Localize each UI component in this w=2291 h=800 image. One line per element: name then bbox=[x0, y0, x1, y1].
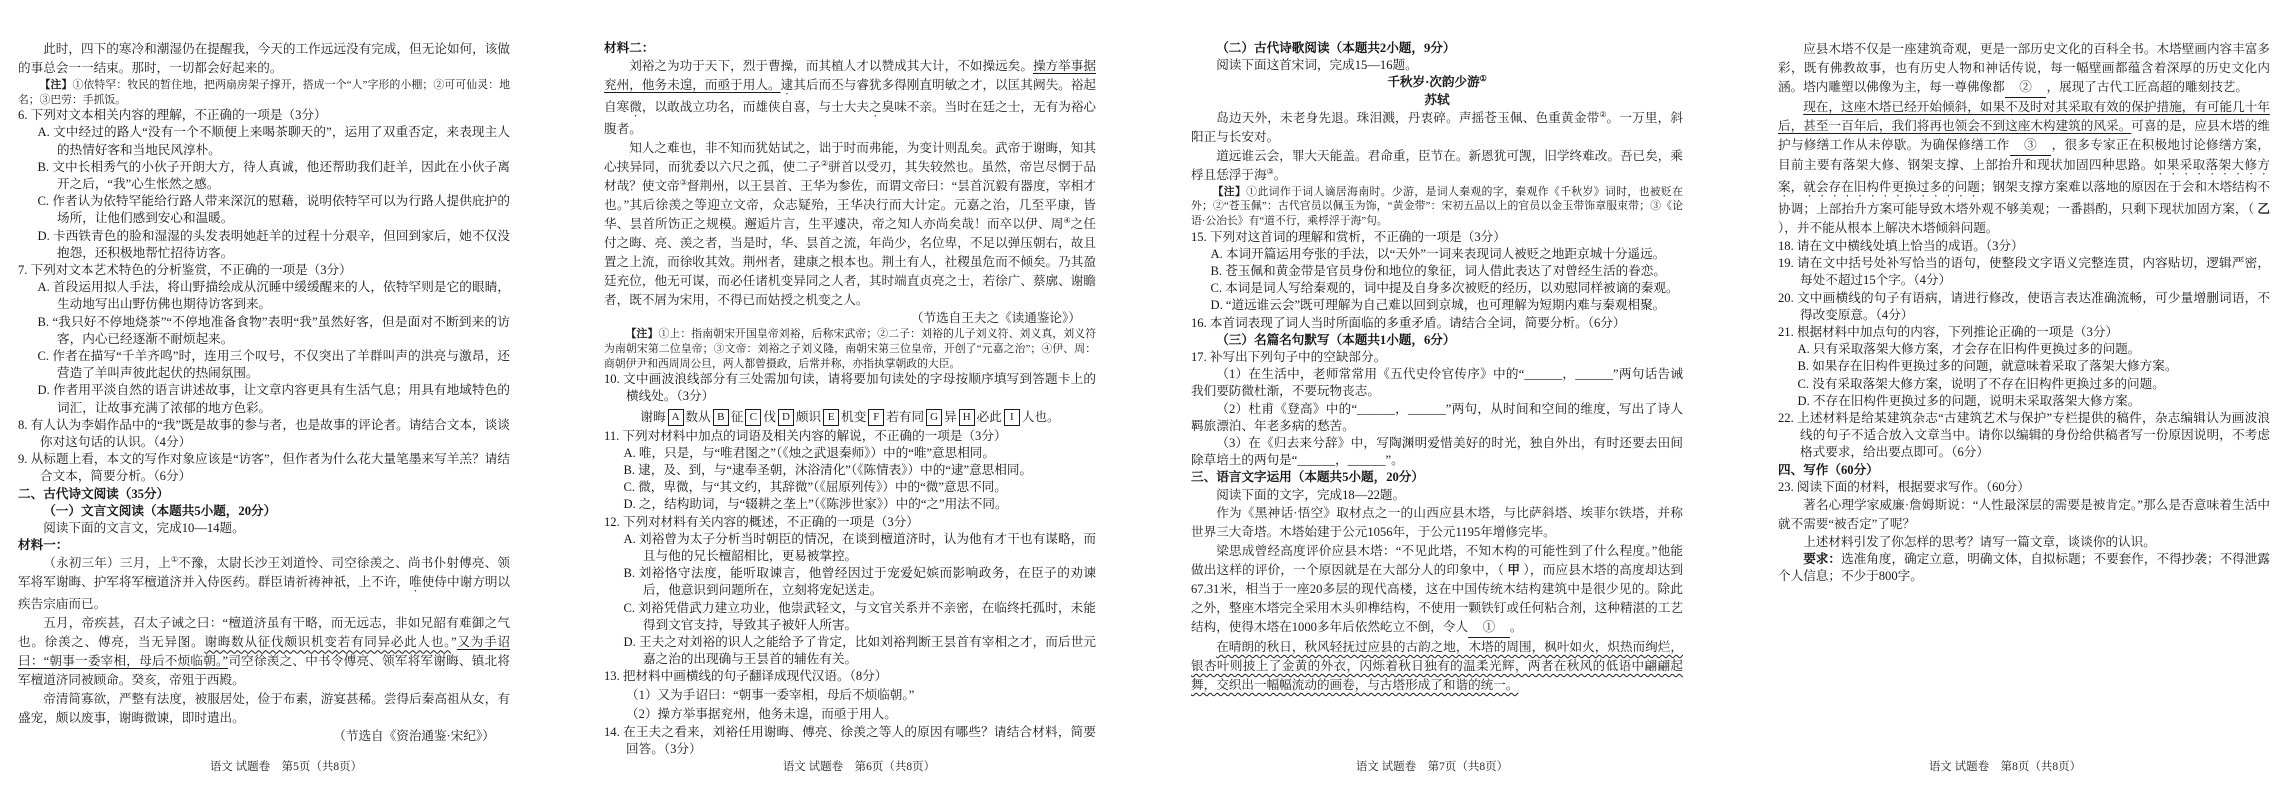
text-segment: C. 本词是词人写给秦观的，词中提及自身多次被贬的经历，以劝慰同样被谪的秦观。 bbox=[1210, 281, 1679, 296]
text-segment: 数从 bbox=[685, 409, 711, 424]
note-reference-mark: ③ bbox=[679, 178, 687, 188]
source-attribution bbox=[18, 728, 510, 745]
text-segment: D. 王夫之对刘裕的识人之能给予了肯定，比如刘裕判断王昙首有宰相之才，而后世元嘉之治的出现确与王昙首的辅佐有关。 bbox=[623, 635, 1096, 667]
text-segment: （1）又为手诏曰：“朝事一委宰相，母后不烦临朝。” bbox=[626, 687, 915, 702]
text-segment: ” bbox=[451, 635, 457, 650]
option-item bbox=[38, 314, 510, 348]
question-item bbox=[604, 514, 1096, 531]
text-segment: 刘裕之为功于天下，烈于曹操，而其植人才以赞成其大计，不如操远矣。 bbox=[629, 59, 1033, 74]
text-segment: 操方举事据兖州，他务未遑，而亟于用人。 bbox=[604, 59, 1096, 93]
option-item bbox=[624, 600, 1096, 634]
text-segment: 之 bbox=[868, 100, 882, 115]
fill-in-blank: ① bbox=[1468, 618, 1510, 638]
option-item bbox=[1211, 280, 1683, 297]
text-segment: 苏轼 bbox=[1424, 92, 1450, 107]
poem-title-line bbox=[1191, 74, 1683, 91]
exam-page-5 bbox=[0, 0, 572, 800]
text-segment: D. “道远谁云会”既可理解为自己难以回到京城，也可理解为短期内难与秦观相聚。 bbox=[1210, 298, 1666, 313]
answer-box-letter: B bbox=[713, 409, 729, 426]
option-item bbox=[1798, 376, 2270, 393]
text-segment: 17. 补写出下列句子中的空缺部分。 bbox=[1191, 350, 1387, 365]
subsection-heading bbox=[1191, 40, 1683, 57]
page-footer: 语文 试题卷 第5页（共8页） bbox=[209, 761, 363, 773]
paragraph bbox=[18, 520, 510, 537]
text-segment: 其后而丕与睿犹多得刚直明敏之才，以匡其阙失。裕起自寒 bbox=[604, 78, 1097, 115]
page-footer: 语文 试题卷 第6页（共8页） bbox=[782, 761, 936, 773]
option-item bbox=[38, 348, 510, 382]
text-segment: C. 微，卑微，与“其文约，其辞微”（《屈原列传》）中的“微”意思不同。 bbox=[623, 480, 1007, 495]
note-reference-mark: ① bbox=[170, 555, 179, 565]
text-segment: 乙 bbox=[2257, 202, 2270, 216]
answer-box-letter: A bbox=[668, 409, 684, 426]
paragraph bbox=[1191, 435, 1683, 469]
text-segment: 10. 文中画波浪线部分有三处需加句读，请将要加句读处的字母按顺序填写到答题卡上的横线处。（3分） bbox=[604, 372, 1096, 404]
text-segment: 阅读下面的文言文，完成10—14题。 bbox=[43, 521, 245, 536]
text-segment: B. 刘裕恪守法度，能听取谏言，他曾经因过于宠爱妃嫔而影响政务，在臣子的劝谏后，他意识到问题所在，立刻将宠妃送走。 bbox=[623, 566, 1096, 598]
text-segment: D. 作者用平淡自然的语言讲述故事，让文章内容更具有生活气息；用具有地域特色的词汇，让故事充满了浓郁的地方色彩。 bbox=[37, 383, 510, 415]
text-segment: （2）操方举事据兖州，他务未遑，而亟于用人。 bbox=[626, 706, 897, 721]
note-reference-mark: ① bbox=[1479, 74, 1487, 84]
exam-page-7 bbox=[1146, 0, 1718, 800]
text-segment: 必此 bbox=[976, 409, 1002, 424]
subsection-heading bbox=[1191, 332, 1683, 349]
option-item bbox=[38, 382, 510, 416]
answer-box-letter: C bbox=[745, 409, 761, 426]
section-heading bbox=[1778, 462, 2270, 479]
text-segment: 作为《黑神话·悟空》取材点之一的山西应县木塔，与比萨斜塔、埃菲尔铁塔，并称世界三大奇塔。木塔始建于公元1056年，于公元1195年增修完毕。 bbox=[1191, 505, 1683, 539]
option-item bbox=[1798, 341, 2270, 358]
question-item bbox=[1191, 349, 1683, 366]
paragraph bbox=[1191, 401, 1683, 435]
text-segment: 。 bbox=[1273, 167, 1287, 182]
question-item bbox=[1191, 315, 1683, 332]
question-item bbox=[1778, 479, 2270, 496]
text-segment: 若有同 bbox=[886, 409, 925, 424]
text-segment: ；钢架支撑方案难以落地的原因在于会和木塔结构不协调；上部抬升方案可能导致木塔外观不够美观；一番斟酌，只剩下现状加固方案，（ bbox=[1778, 180, 2271, 216]
text-segment: （节选自《资治通鉴·宋纪》） bbox=[333, 729, 495, 744]
fill-in-blank: ② bbox=[2005, 78, 2047, 98]
text-segment: ），并不能从根本上解决木塔倾斜问题。 bbox=[1778, 221, 1999, 235]
text-segment: （三）名篇名句默写（本题共1小题，6分） bbox=[1216, 332, 1456, 347]
option-item bbox=[1798, 358, 2270, 375]
option-item bbox=[38, 159, 510, 193]
page-content bbox=[0, 0, 572, 746]
question-item bbox=[1778, 410, 2270, 462]
option-item bbox=[38, 228, 510, 262]
answer-box-letter: H bbox=[959, 409, 975, 426]
question-item bbox=[604, 371, 1096, 405]
text-segment: ，展现了古代工匠高超的雕刻技艺。 bbox=[2046, 80, 2248, 94]
text-segment: D. 不存在旧构件更换过多的问题，说明未采取落架大修方案。 bbox=[1797, 393, 2141, 408]
text-segment: C. 作者在描写“千羊齐鸣”时，连用三个叹号，不仅突出了羊群叫声的洪亮与激昂，还营造了羊叫声彼此起伏的热闹氛围。 bbox=[37, 349, 510, 381]
paragraph bbox=[604, 57, 1096, 139]
note-reference-mark: ③ bbox=[1266, 166, 1274, 176]
text-segment: ，很多专家正在积极地讨论修缮方案，目前主要有落架大修、钢架支撑、上部抬升和现状加固四种思路。 bbox=[1778, 138, 2271, 172]
poem-title-line bbox=[1191, 92, 1683, 109]
text-segment: 22. 上述材料是给某建筑杂志“古建筑艺术与保护”专栏提供的稿件，杂志编辑认为画波浪线的句子不适合放入文章当中。请你以编辑的身份给供稿者写一份原因说明，不考虑格式要求，给出要点即可。（6分） bbox=[1778, 411, 2270, 460]
text-segment: （永初三年）三月，上 bbox=[43, 556, 171, 571]
text-segment: 9. 从标题上看，本文的写作对象应该是“访客”，但作者为什么花大量笔墨来写羊羔？请结合文本，简要分析。（6分） bbox=[18, 452, 510, 484]
paragraph bbox=[1778, 98, 2270, 238]
text-segment: 臭味不亲。当时在廷之士，无有为裕心腹者。 bbox=[604, 100, 1097, 137]
text-segment: 唯 bbox=[409, 575, 422, 590]
text-segment: 16. 本首词表现了词人当时所面临的多重矛盾。请结合全词，简要分析。（6分） bbox=[1191, 315, 1626, 330]
text-segment: 颇识 bbox=[795, 409, 822, 424]
text-segment: 三、语言文字运用（本题共5小题，20分） bbox=[1191, 470, 1424, 485]
text-segment: C. 作者认为依特罕能给行路人带来深沉的慰藉，说明依特罕可以为行路人提供庇护的场所，让他们感到安心和温暖。 bbox=[37, 194, 510, 226]
text-segment: （二）古代诗歌阅读（本题共2小题，9分） bbox=[1216, 41, 1456, 55]
text-segment: 异 bbox=[944, 409, 957, 424]
text-segment: 【注】 bbox=[625, 328, 659, 341]
text-segment: A. 文中经过的路人“没有一个不顺便上来喝茶聊天的”，运用了双重否定，来表现主人的热情好客和当地民风淳朴。 bbox=[37, 125, 510, 157]
text-segment: 机变 bbox=[841, 409, 867, 424]
text-segment: 15. 下列对这首词的理解和赏析，不正确的一项是（3分） bbox=[1191, 229, 1506, 244]
paragraph bbox=[1191, 542, 1683, 638]
text-segment: 骈首以受刃，其失较然也。虽然，帝岂尽惘于品材哉？使文帝 bbox=[604, 160, 1097, 194]
question-item bbox=[604, 668, 1096, 685]
answer-box-letter: F bbox=[868, 409, 884, 426]
text-segment: C. 刘裕凭借武力建立功业，他崇武轻文，与文官关系并不亲密，在临终托孤时，未能得到文官支持，导致其子被奸人所害。 bbox=[623, 600, 1096, 632]
page-footer: 语文 试题卷 第7页（共8页） bbox=[1355, 761, 1509, 773]
text-segment: （2）杜甫《登高》中的“______，______”两句，从时间和空间的维度，写出了诗人羁旅漂泊、年老多病的愁苦。 bbox=[1191, 401, 1683, 433]
paragraph bbox=[1778, 40, 2270, 98]
paragraph bbox=[1778, 534, 2270, 551]
note-reference-mark: ② bbox=[820, 159, 829, 169]
text-segment: 【注】 bbox=[39, 79, 73, 91]
paragraph bbox=[18, 554, 510, 614]
text-segment: A. 刘裕曾为太子分析当时朝臣的情况，在谈到檀道济时，认为他有才干也有谋略，而且与他的兄长檀韶相比，更易被掌控。 bbox=[623, 531, 1096, 564]
text-segment: 此时，四下的寒冷和潮湿仍在提醒我，今天的工作远远没有完成，但无论如何，该做的事总会一一结束。那时，一切都会好起来的。 bbox=[18, 42, 510, 75]
text-segment: 征 bbox=[730, 409, 744, 424]
option-item bbox=[1211, 246, 1683, 263]
text-segment: 司空徐羡之、中书令傅亮、领军将军谢晦、镇北将军檀道济同被顾命。癸亥，帝殂于西殿。 bbox=[18, 654, 510, 688]
text-segment: B. 如果存在旧构件更换过多的问题，就意味着采取了落架大修方案。 bbox=[1797, 359, 2178, 374]
paragraph bbox=[1191, 487, 1683, 504]
text-segment: 岛边天外，未老身先退。珠泪溅，丹衷碎。声摇苍玉佩、色重黄金带 bbox=[1216, 110, 1600, 125]
paragraph bbox=[18, 40, 510, 78]
text-segment: 知人之难也，非不知而犹姑试之，诎于时而弗能，为变计则乱矣。武帝于谢晦，知其心挟异同，而犹委以六尺之孤，使二子 bbox=[604, 141, 1096, 175]
option-item bbox=[38, 193, 510, 227]
text-segment: 在晴朗的秋日，秋风轻抚过应县的古韵之地，木塔的周围，枫叶如火，炽热而绚烂，银杏叶则披上了金黄的外衣，闪烁着秋日独有的温柔光辉，两者在秋风的低语中翩翩起舞，交织出一幅幅流动的画卷，与古塔形成了和谐的统一。 bbox=[1191, 639, 1683, 692]
option-item bbox=[38, 279, 510, 313]
annotation-note bbox=[1191, 185, 1683, 229]
text-segment: （节选自王夫之《读通鉴论》） bbox=[910, 311, 1081, 326]
text-segment: A. 首段运用拟人手法，将山野描绘成从沉睡中缓缓醒来的人，依特罕则是它的眼睛，生动地写出山野仿佛也期待访客到来。 bbox=[37, 280, 510, 312]
text-segment: 。一万里，斜阳正与长安对。 bbox=[1191, 110, 1684, 144]
question-item bbox=[1778, 255, 2270, 289]
question-item bbox=[604, 428, 1096, 445]
text-segment: （一）文言文阅读（本题共5小题，20分） bbox=[43, 503, 277, 518]
subsection-heading bbox=[18, 503, 510, 520]
text-segment: 之任付之晦、亮、羡之者，当是时，华、昙首之流，年尚少，名位卑，不足以弹压朝右，故且置之上流，而徐收其效。荆州者，建康之根本也。荆土有人，社稷虽危而不倾矣。乃其盈廷充位，他无可谋，而必任诸机变异同之人者，其时端直贞亮之士，若徐广、蔡廓、谢瞻者，既不屑为宋用，不得已而姑授之机变之人。 bbox=[604, 217, 1097, 308]
text-segment: ，以敢战立功名，而雄侠自喜，与士大夫 bbox=[641, 100, 869, 115]
text-segment: 材料二： bbox=[604, 41, 655, 55]
paragraph bbox=[1191, 147, 1683, 185]
fill-in-blank: ③ bbox=[2010, 136, 2052, 156]
text-segment: 阅读下面这首宋词，完成15—16题。 bbox=[1216, 58, 1418, 73]
text-segment: （3）在《归去来兮辞》中，写陶渊明爱惜美好的时光，独自外出，有时还要去田间除草培土的两句是“______，______”。 bbox=[1191, 436, 1683, 468]
text-segment: 二、古代诗文阅读（35分） bbox=[18, 486, 170, 501]
paragraph bbox=[1191, 504, 1683, 542]
text-segment: 又为手诏曰：“朝事一委宰相，母后不烦临朝。” bbox=[18, 635, 511, 669]
source-attribution bbox=[604, 310, 1096, 327]
question-item bbox=[18, 451, 510, 485]
option-item bbox=[624, 479, 1096, 496]
option-item bbox=[624, 565, 1096, 599]
text-segment: 五月，帝疾甚，召太子诫之曰：“檀道济虽有干略，而无远志，非如兄韶有难御之气也。徐羡之、傅亮，当无异图。 bbox=[18, 616, 510, 650]
option-item bbox=[624, 462, 1096, 479]
option-item bbox=[38, 124, 510, 158]
option-item bbox=[624, 531, 1096, 565]
text-segment: 18. 请在文中横线处填上恰当的成语。（3分） bbox=[1778, 239, 2024, 253]
text-segment: C. 没有采取落架大修方案，说明了不存在旧构件更换过多的问题。 bbox=[1797, 376, 2165, 391]
text-segment: D. 卡西铁青色的脸和湿湿的头发表明她赶羊的过程十分艰辛，但回到家后，她不仅没抱怨，还积极地帮忙招待访客。 bbox=[37, 228, 510, 260]
section-heading bbox=[18, 486, 510, 503]
sub-question-item bbox=[626, 686, 1096, 705]
text-segment: ①此词作于词人谪居海南时。少游，是词人秦观的字，秦观作《千秋岁》词时，也被贬在外；②“苍玉佩”：古代官员以佩玉为饰，“黄金带”：宋初五品以上的官员以金玉带饰章服束带；③《论语·公冶长》有“道不行，乘桴浮于海”句。 bbox=[1191, 185, 1684, 227]
option-item bbox=[624, 634, 1096, 668]
text-segment: 著名心理学家威廉·詹姆斯说：“人性最深层的需要是被肯定。”那么是否意味着生活中就不需要“被否定”了呢？ bbox=[1778, 498, 2270, 532]
answer-box-letter: G bbox=[926, 409, 942, 426]
option-item bbox=[1798, 393, 2270, 410]
text-segment: 伐 bbox=[763, 409, 776, 424]
question-item bbox=[18, 107, 510, 124]
question-item bbox=[1778, 324, 2270, 341]
text-segment: 11. 下列对材料中加点的词语及相关内容的解说，不正确的一项是（3分） bbox=[604, 428, 1007, 443]
text-segment: 甲 bbox=[1507, 562, 1521, 577]
text-segment: 12. 下列对材料有关内容的概述，不正确的一项是（3分） bbox=[604, 514, 919, 529]
answer-box-letter: D bbox=[778, 409, 794, 426]
text-segment: B. 逮，及、到，与“逮奉圣朝，沐浴清化”（《陈情表》）中的“逮”意思相同。 bbox=[623, 463, 1033, 477]
question-item bbox=[18, 262, 510, 279]
text-segment: B. 文中长相秀气的小伙子开朗大方，待人真诚，他还帮助我们赶羊，因此在小伙子离开之后，“我”心生怅然之感。 bbox=[37, 159, 510, 191]
text-segment: 现在，这座木塔已经开始倾斜，如果不及时对其采取有效的保护措施，有可能几十年后，甚至一百年后，我们将再也领会不到这座木构建筑的风采。 bbox=[1778, 100, 2270, 133]
material-label bbox=[18, 537, 510, 554]
paragraph bbox=[1191, 638, 1683, 695]
text-segment: 微 bbox=[629, 100, 642, 115]
text-segment: ①依特罕：牧民的暂住地，把两扇房架子撑开，搭成一个“人”字形的小棚；②可可仙灵：地名；③巴劳：手抓饭。 bbox=[18, 79, 510, 106]
text-segment: 四、写作（60分） bbox=[1778, 462, 1879, 477]
option-item bbox=[624, 445, 1096, 462]
paragraph bbox=[1778, 551, 2270, 585]
question-item bbox=[1778, 238, 2270, 255]
text-segment: 21. 根据材料中加点句的内容，下列推论正确的一项是（3分） bbox=[1778, 325, 2119, 340]
exam-page-6 bbox=[573, 0, 1145, 800]
text-segment: ），而应县木塔的高度却达到67.31米，相当于一座20多层的现代高楼，这在中国传统木结构建筑中是很少见的。除此之外，整座木塔完全采用木头卯榫结构，不使用一颗铁钉或任何粘合剂，这种精湛的工艺结构，使得木塔在1000多年后依然屹立不倒，令人 bbox=[1191, 562, 1683, 634]
page-content bbox=[573, 0, 1145, 758]
text-segment: A. 唯，只是，与“唯君图之”（《烛之武退秦师》）中的“唯”意思相同。 bbox=[623, 445, 995, 460]
material-label bbox=[604, 40, 1096, 57]
text-segment: A. 只有采取落架大修方案，才会存在旧构件更换过多的问题。 bbox=[1797, 342, 2141, 357]
text-segment: （1）在生活中，老师常常用《五代史伶官传序》中的“______，______”两句话告诫我们要防微杜渐，不要玩物丧志。 bbox=[1191, 367, 1683, 399]
text-segment: 应县木塔不仅是一座建筑奇观，更是一部历史文化的百科全书。木塔壁画内容丰富多彩，既有佛教故事，也有历史人物和神话传说，每一幅壁画都蕴含着深厚的历史文化内涵。塔内雕塑以佛像为主，每一尊佛像都 bbox=[1778, 42, 2270, 94]
text-segment: 7. 下列对文本艺术特色的分析鉴赏，不正确的一项是（3分） bbox=[18, 263, 352, 278]
paragraph bbox=[1778, 496, 2270, 534]
answer-box-letter: E bbox=[823, 409, 839, 426]
text-segment: 上述材料引发了你怎样的思考？请写一篇文章，谈谈你的认识。 bbox=[1803, 535, 2156, 550]
text-segment: A. 本词开篇运用夸张的手法，以“天外”一词来表现词人被贬之地距京城十分遥远。 bbox=[1210, 246, 1666, 261]
note-reference-mark: ④ bbox=[1063, 216, 1071, 226]
text-segment: 材料一： bbox=[18, 538, 69, 553]
text-segment: ①上：指南朝宋开国皇帝刘裕，后称宋武帝；②二子：刘裕的儿子刘义符、刘义真，刘义符为南朝宋第二位皇帝；③文帝：刘裕之子刘义隆，南朝宋第三位皇帝，开创了“元嘉之治”；④伊、周：商朝伊尹和西周周公旦，两人都曾摄政，后常并称，亦指执掌朝政的大臣。 bbox=[604, 328, 1097, 370]
question-item bbox=[1191, 229, 1683, 246]
text-segment: 选准角度，确定立意，明确文体，自拟标题；不要套作，不得抄袭；不得泄露个人信息；不少于800字。 bbox=[1778, 552, 2271, 584]
question-item bbox=[604, 724, 1096, 758]
paragraph bbox=[1191, 57, 1683, 74]
text-segment: 阅读下面的文字，完成18—22题。 bbox=[1216, 487, 1406, 502]
question-item bbox=[18, 417, 510, 451]
section-heading bbox=[1191, 469, 1683, 486]
exam-page-8 bbox=[1719, 0, 2291, 800]
sub-question-item bbox=[626, 705, 1096, 724]
text-segment: 不豫，太尉长沙王刘道怜、司空徐羡之、尚书仆射傅亮、领军将军谢晦、护军将军檀道济并入侍医药。群臣请祈祷神祇，上不许， bbox=[18, 556, 511, 590]
option-item bbox=[624, 496, 1096, 513]
text-segment: 千秋岁·次韵少游 bbox=[1387, 75, 1480, 90]
text-segment: 督荆州，以王昙首、王华为参佐，而谓文帝曰：“昙首沉毅有器度，宰相才也。”其后徐羡之等迎立文帝，众志疑殆，王华决行而大计定。元嘉之治，几至平康，皆华、昙首所饬正之规模。邂逅片言，生平遽决，帝之知人亦尚矣哉！而卒以伊、周 bbox=[604, 179, 1097, 232]
paragraph bbox=[18, 690, 510, 728]
text-segment: 13. 把材料中画横线的句子翻译成现代汉语。（8分） bbox=[604, 669, 888, 684]
text-segment: 逮 bbox=[780, 78, 794, 93]
option-item bbox=[1211, 263, 1683, 280]
option-item bbox=[1211, 297, 1683, 314]
text-segment: 23. 阅读下面的材料，根据要求写作。（60分） bbox=[1778, 479, 2030, 494]
text-segment: 8. 有人认为李娟作品中的“我”既是故事的参与者，也是故事的评论者。请结合文本，谈谈你对这句话的认识。（4分） bbox=[18, 417, 510, 450]
text-segment: 帝清简寡欲，严整有法度，被服居处，俭于布素，游宴甚稀。尝得后秦高祖从女，有盛宠，颇以废事，谢晦微谏，即时遣出。 bbox=[18, 692, 510, 726]
paragraph bbox=[1191, 366, 1683, 400]
paragraph bbox=[604, 139, 1096, 310]
text-segment: B. 苍玉佩和黄金带是官员身份和地位的象征，词人借此表达了对曾经生活的眷恋。 bbox=[1210, 264, 1666, 278]
text-segment: 人也。 bbox=[1021, 409, 1060, 424]
text-segment: 如果采取落架大修方案，就会存在旧构件更换过多的问题 bbox=[1778, 158, 2271, 194]
text-segment: 可喜的是，应县木塔的维护与修缮工作从未停歇。为确保修缮工作 bbox=[1778, 119, 2271, 152]
text-segment: 。 bbox=[1509, 619, 1523, 634]
paragraph bbox=[1191, 109, 1683, 147]
text-segment: D. 之，结构助词，与“辍耕之垄上”（《陈涉世家》）中的“之”用法不同。 bbox=[623, 497, 1008, 512]
note-reference-mark: ② bbox=[1599, 109, 1607, 119]
text-segment: 20. 文中画横线的句子有语病，请进行修改，使语言表达准确流畅，可少量增删词语，不得改变原意。（4分） bbox=[1778, 290, 2270, 322]
page-footer: 语文 试题卷 第8页（共8页） bbox=[1928, 761, 2082, 773]
page-content bbox=[1146, 0, 1718, 695]
question-item bbox=[1778, 290, 2270, 324]
sentence-break-line bbox=[604, 406, 1096, 428]
text-segment: 使侍中谢方明以疾告宗庙而已。 bbox=[18, 575, 511, 612]
text-segment: 谢晦 bbox=[640, 409, 666, 424]
text-segment: 道远谁云会，罪大天能盖。君命重，臣节在。新恩犹可觊，旧学终难改。吾已矣，乘桴且恁浮于海 bbox=[1191, 148, 1683, 182]
text-segment: 14. 在王夫之看来，刘裕任用谢晦、傅亮、徐羡之等人的原因有哪些？请结合材料，简要回答。（3分） bbox=[604, 724, 1096, 756]
annotation-note bbox=[18, 78, 510, 107]
text-segment: 谢晦数从征伐颇识机变若有同异必此人也。 bbox=[204, 635, 452, 650]
paragraph bbox=[18, 614, 510, 690]
text-segment: 19. 请在文中括号处补写恰当的语句，使整段文字语义完整连贯，内容贴切，逻辑严密，每处不超过15个字。（4分） bbox=[1778, 256, 2270, 288]
answer-box-letter: I bbox=[1004, 409, 1020, 426]
text-segment: 梁思成曾经高度评价应县木塔：“不见此塔，不知木构的可能性到了什么程度。”他能做出这样的评价，一个原因就是在大部分人的印象中，（ bbox=[1191, 543, 1683, 577]
text-segment: B. “我只好不停地烧茶”“不停地准备食物”表明“我”虽然好客，但是面对不断到来的访客，内心已经逐渐不耐烦起来。 bbox=[37, 314, 510, 346]
annotation-note bbox=[604, 327, 1096, 371]
text-segment: 要求： bbox=[1803, 552, 1842, 567]
text-segment: 【注】 bbox=[1212, 185, 1247, 198]
text-segment: 6. 下列对文本相关内容的理解，不正确的一项是（3分） bbox=[18, 108, 327, 123]
page-content bbox=[1719, 0, 2291, 586]
